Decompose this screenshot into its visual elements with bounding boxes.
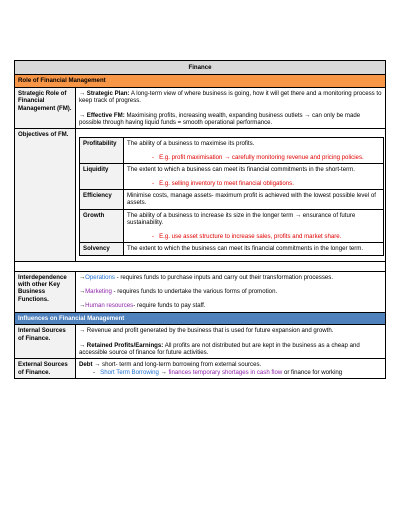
objective-example: - E.g. selling inventory to meet financial obligations.	[152, 179, 294, 187]
interdependence-label: Interdependence with other Key Business Functions.	[15, 271, 76, 312]
internal-sources-label: Internal Sources of Finance.	[15, 325, 76, 359]
short-term-borrowing-text-cont: or finance for working	[282, 368, 343, 376]
arrow: →	[79, 89, 86, 97]
objective-name: Liquidity	[80, 164, 124, 190]
external-sources-label: External Sources of Finance.	[15, 359, 76, 379]
short-term-borrowing-text: finances temporary shortages in cash flow	[168, 368, 283, 376]
retained-profits-text: All profits are not distributed but are kept in the business as a cheap and accessible source of finance for future activities.	[79, 341, 360, 356]
objective-desc	[124, 164, 384, 190]
finance-document	[14, 60, 385, 379]
debt-para	[79, 361, 382, 368]
objective-desc	[124, 243, 384, 255]
internal-line: → Revenue and profit generated by the business that is used for future expansion and growth.	[79, 327, 334, 335]
interdependence-item	[79, 288, 382, 295]
objective-name: Solvency	[80, 243, 124, 255]
short-term-borrowing-term: Short Term Borrowing	[100, 368, 159, 376]
section-heading-role: Role of Financial Management	[15, 75, 386, 87]
debt-term: Debt	[79, 361, 93, 369]
objectives-label: Objectives of FM.	[15, 129, 76, 261]
objective-example-text: E.g. selling inventory to meet financial obligations.	[159, 179, 294, 187]
debt-text: → short- term and long-term borrowing from external sources.	[92, 361, 262, 369]
objective-row	[80, 138, 384, 164]
interdependence-text: - requires funds to purchase inputs and carry out their transformation processes.	[114, 273, 334, 281]
row-gap	[15, 261, 386, 271]
objectives-content	[76, 129, 386, 261]
human-resources-term: Human resources	[85, 302, 134, 310]
arrow: →	[79, 273, 86, 281]
objective-text: The ability of a business to increase its size in the longer term → ensurance of future sustainability.	[127, 211, 356, 227]
document-title: Finance	[15, 61, 386, 75]
effective-fm-term: Effective FM:	[86, 111, 125, 119]
objective-text: The extent to which a business can meet its financial commitments in the short-term.	[127, 166, 355, 174]
objectives-table	[79, 137, 384, 255]
strategic-role-content	[76, 87, 386, 129]
interdependence-item	[79, 302, 382, 309]
objective-example: - E.g. use asset structure to increase sales, profits and market share.	[152, 232, 342, 240]
arrow: →	[79, 111, 86, 119]
arrow: →	[79, 302, 86, 310]
interdependence-item	[79, 274, 382, 281]
objective-text: Minimise costs, manage assets- maximum profit is achieved with the lowest possible level of assets.	[127, 192, 376, 207]
retained-profits-term: Retained Profits/Earnings:	[86, 341, 164, 349]
effective-fm-para	[79, 112, 382, 127]
section-heading-influences: Influences on Financial Management	[15, 312, 386, 324]
objective-example: - E.g. profit maximisation → carefully monitoring revenue and pricing policies.	[152, 153, 364, 161]
objective-example-text: E.g. use asset structure to increase sales, profits and market share.	[159, 232, 342, 240]
objective-desc	[124, 209, 384, 242]
marketing-term: Marketing	[85, 287, 112, 295]
strategic-role-label: Strategic Role of Financial Management (FM).	[15, 87, 76, 129]
strategic-plan-para	[79, 90, 382, 105]
arrow: →	[79, 341, 86, 349]
effective-fm-text: Maximising profits, increasing wealth, expanding business outlets → can only be made possible through having liquid funds = smooth operational performance.	[79, 111, 361, 127]
objective-row	[80, 190, 384, 210]
bullet: -	[93, 368, 96, 376]
objective-example-text: E.g. profit maximisation → carefully monitoring revenue and pricing policies.	[159, 153, 364, 161]
operations-term: Operations	[85, 273, 115, 281]
strategic-plan-text: A long-term view of where business is going, how it will get there and a monitoring process to keep track of progress.	[79, 89, 382, 105]
external-sources-content	[76, 359, 386, 379]
objective-row	[80, 209, 384, 242]
objective-name: Growth	[80, 209, 124, 242]
finance-table	[14, 60, 386, 379]
objective-text: The extent to which the business can meet its financial commitments in the longer term.	[127, 245, 364, 253]
objective-name: Profitability	[80, 138, 124, 164]
objective-row	[80, 243, 384, 255]
strategic-plan-term: Strategic Plan:	[86, 89, 130, 97]
interdependence-content	[76, 271, 386, 312]
objective-desc	[124, 190, 384, 210]
internal-sources-content	[76, 325, 386, 359]
arrow: →	[79, 287, 86, 295]
interdependence-text: - require funds to pay staff.	[133, 302, 206, 310]
short-term-borrowing-para	[79, 369, 382, 376]
objective-desc	[124, 138, 384, 164]
interdependence-text: - requires funds to undertake the various forms of promotion.	[111, 287, 278, 295]
objective-name: Efficiency	[80, 190, 124, 210]
objective-text: The ability of a business to maximise its profits.	[127, 140, 255, 148]
objective-row	[80, 164, 384, 190]
arrow: →	[158, 368, 169, 376]
retained-profits-para	[79, 342, 382, 357]
